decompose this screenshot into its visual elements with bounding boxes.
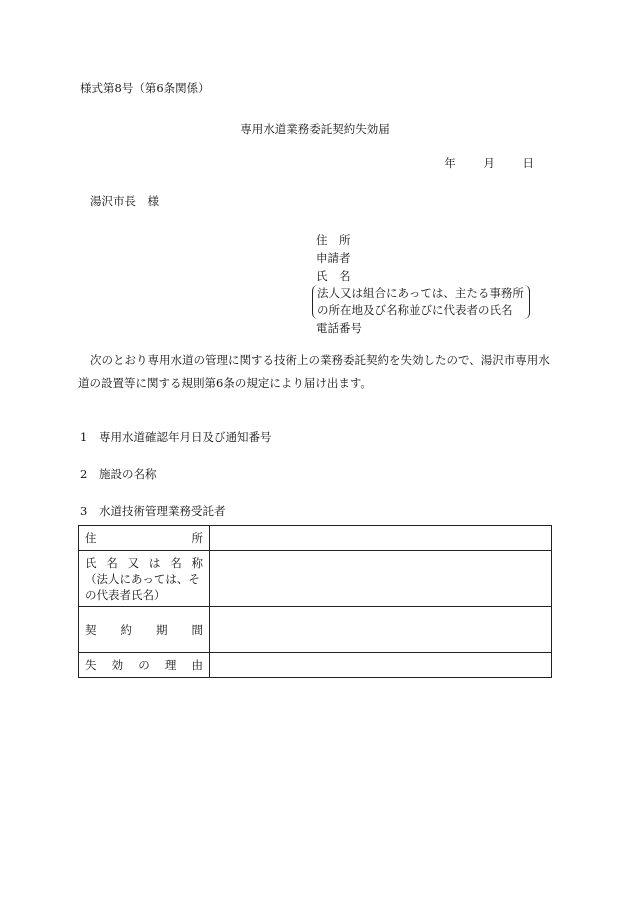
reason-cell-value[interactable] — [210, 653, 552, 678]
date-year-label: 年 — [444, 156, 456, 170]
item-2 — [80, 466, 157, 482]
address-cell-value[interactable] — [210, 526, 552, 551]
address-cell-label: 住 所 — [79, 526, 210, 551]
applicant-label: 申請者 — [316, 251, 351, 265]
contractor-table — [78, 525, 552, 678]
table-row-reason — [79, 653, 552, 678]
table-row-period — [79, 607, 552, 653]
name-cell-note-line-2: の代表者氏名） — [85, 587, 166, 602]
body-paragraph: 次のとおり専用水道の管理に関する技術上の業務委託契約を失効したので、湯沢市専用水道の設置等に関する規則第6条の規定により届け出ます。 — [78, 353, 550, 390]
period-cell-value[interactable] — [210, 607, 552, 653]
item-text: 専用水道確認年月日及び通知番号 — [99, 430, 272, 444]
name-label: 氏 名 — [316, 269, 351, 283]
date-day-label: 日 — [522, 156, 534, 170]
item-number: 3 — [80, 504, 88, 518]
corporation-note-line-1: 法人又は組合にあっては、主たる事務所 — [317, 286, 524, 300]
phone-label: 電話番号 — [316, 321, 362, 335]
date-line — [420, 155, 534, 171]
date-month-label: 月 — [483, 156, 495, 170]
item-text: 水道技術管理業務受託者 — [99, 504, 226, 518]
item-number: 2 — [80, 467, 88, 481]
name-cell-label: 氏 名 又 は 名 称 （法人にあっては、そ の代表者氏名） — [79, 551, 210, 607]
document-title: 専用水道業務委託契約失効届 — [240, 122, 390, 136]
item-3 — [80, 503, 226, 519]
item-text: 施設の名称 — [99, 467, 157, 481]
reason-cell-label: 失 効 の 理 由 — [79, 653, 210, 678]
item-1 — [80, 429, 272, 445]
corporation-note — [312, 285, 530, 319]
period-cell-label: 契 約 期 間 — [79, 607, 210, 653]
name-cell-value[interactable] — [210, 551, 552, 607]
corporation-note-line-2: の所在地及び名称並びに代表者の氏名 — [317, 303, 513, 317]
item-number: 1 — [80, 430, 88, 444]
table-row-name — [79, 551, 552, 607]
address-label: 住 所 — [316, 233, 351, 247]
addressee: 湯沢市長 様 — [90, 194, 159, 208]
form-number: 様式第8号（第6条関係） — [80, 81, 210, 95]
table-row-address — [79, 526, 552, 551]
applicant-block — [316, 231, 530, 337]
name-cell-note-line-1: （法人にあっては、そ — [85, 571, 200, 586]
